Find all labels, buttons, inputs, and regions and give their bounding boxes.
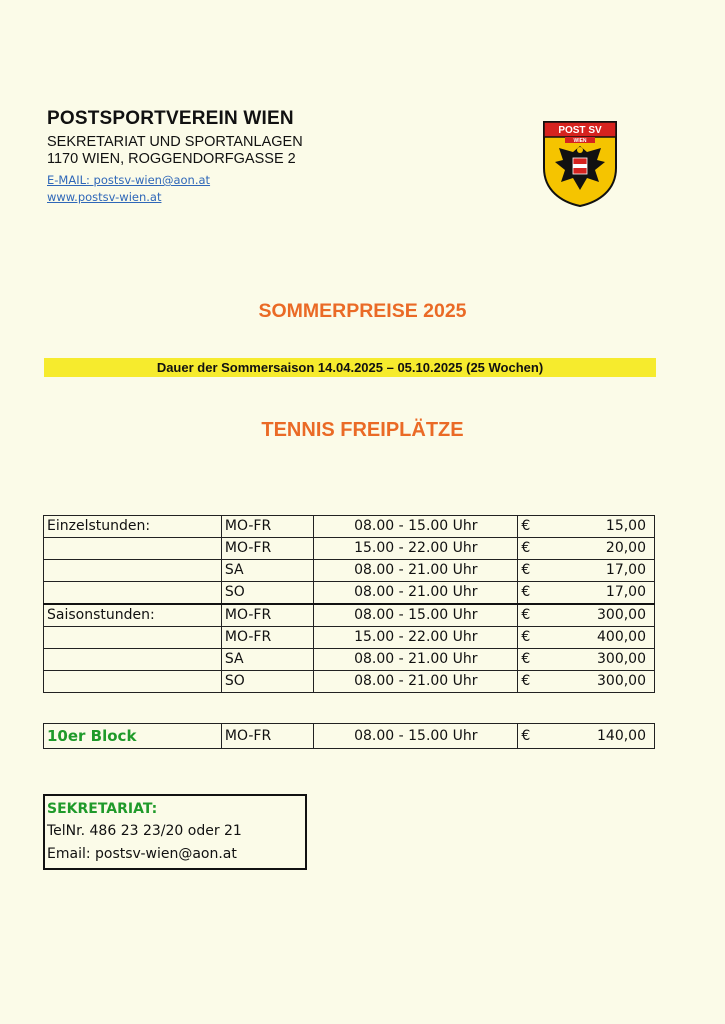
table-row (44, 538, 655, 560)
time-cell: 15.00 - 22.00 Uhr (314, 538, 518, 560)
block-label: 10er Block (44, 724, 222, 749)
season-banner: Dauer der Sommersaison 14.04.2025 – 05.10.2025 (25 Wochen) (44, 358, 656, 377)
price-table (43, 515, 655, 693)
organization-name: POSTSPORTVEREIN WIEN (47, 108, 294, 129)
time-cell: 08.00 - 15.00 Uhr (314, 724, 518, 749)
club-crest-logo (541, 120, 619, 208)
price-cell: 300,00 (542, 671, 654, 693)
svg-text:POST SV: POST SV (558, 125, 602, 136)
table-row (44, 516, 655, 538)
currency-cell: € (518, 604, 543, 627)
category-cell: Einzelstunden: (44, 516, 222, 538)
price-cell: 400,00 (542, 627, 654, 649)
currency-cell: € (518, 582, 543, 605)
days-cell: SO (221, 671, 313, 693)
category-cell (44, 560, 222, 582)
letterhead (47, 108, 303, 204)
days-cell: MO-FR (221, 516, 313, 538)
section-title: TENNIS FREIPLÄTZE (261, 419, 464, 441)
table-row (44, 627, 655, 649)
category-cell (44, 627, 222, 649)
price-cell: 300,00 (542, 649, 654, 671)
days-cell: MO-FR (221, 604, 313, 627)
contact-phone: TelNr. 486 23 23/20 oder 21 (47, 823, 242, 839)
contact-box (43, 794, 307, 870)
days-cell: MO-FR (221, 538, 313, 560)
days-cell: SO (221, 582, 313, 605)
table-row (44, 724, 655, 749)
website-link[interactable]: www.postsv-wien.at (47, 190, 162, 204)
category-cell (44, 649, 222, 671)
block-price-table (43, 723, 655, 749)
currency-cell: € (518, 724, 543, 749)
price-cell: 300,00 (542, 604, 654, 627)
currency-cell: € (518, 627, 543, 649)
currency-cell: € (518, 538, 543, 560)
currency-cell: € (518, 516, 543, 538)
department-line: SEKRETARIAT UND SPORTANLAGEN (47, 134, 303, 150)
price-cell: 17,00 (542, 582, 654, 605)
category-cell (44, 582, 222, 605)
time-cell: 08.00 - 15.00 Uhr (314, 604, 518, 627)
currency-cell: € (518, 671, 543, 693)
time-cell: 15.00 - 22.00 Uhr (314, 627, 518, 649)
address-line: 1170 WIEN, ROGGENDORFGASSE 2 (47, 151, 296, 167)
days-cell: MO-FR (221, 627, 313, 649)
time-cell: 08.00 - 21.00 Uhr (314, 649, 518, 671)
price-cell: 20,00 (542, 538, 654, 560)
email-link[interactable]: E-MAIL: postsv-wien@aon.at (47, 173, 211, 187)
time-cell: 08.00 - 21.00 Uhr (314, 671, 518, 693)
price-cell: 15,00 (542, 516, 654, 538)
currency-cell: € (518, 560, 543, 582)
contact-title: SEKRETARIAT: (47, 801, 158, 817)
category-cell (44, 671, 222, 693)
table-row (44, 560, 655, 582)
category-cell: Saisonstunden: (44, 604, 222, 627)
days-cell: SA (221, 560, 313, 582)
table-row (44, 649, 655, 671)
category-cell (44, 538, 222, 560)
svg-text:WIEN: WIEN (573, 138, 587, 144)
time-cell: 08.00 - 15.00 Uhr (314, 516, 518, 538)
days-cell: SA (221, 649, 313, 671)
table-row (44, 604, 655, 627)
time-cell: 08.00 - 21.00 Uhr (314, 582, 518, 605)
price-cell: 140,00 (542, 724, 654, 749)
contact-email: Email: postsv-wien@aon.at (47, 846, 237, 862)
table-row (44, 582, 655, 605)
days-cell: MO-FR (221, 724, 313, 749)
page-title: SOMMERPREISE 2025 (258, 300, 467, 322)
price-cell: 17,00 (542, 560, 654, 582)
currency-cell: € (518, 649, 543, 671)
time-cell: 08.00 - 21.00 Uhr (314, 560, 518, 582)
table-row (44, 671, 655, 693)
